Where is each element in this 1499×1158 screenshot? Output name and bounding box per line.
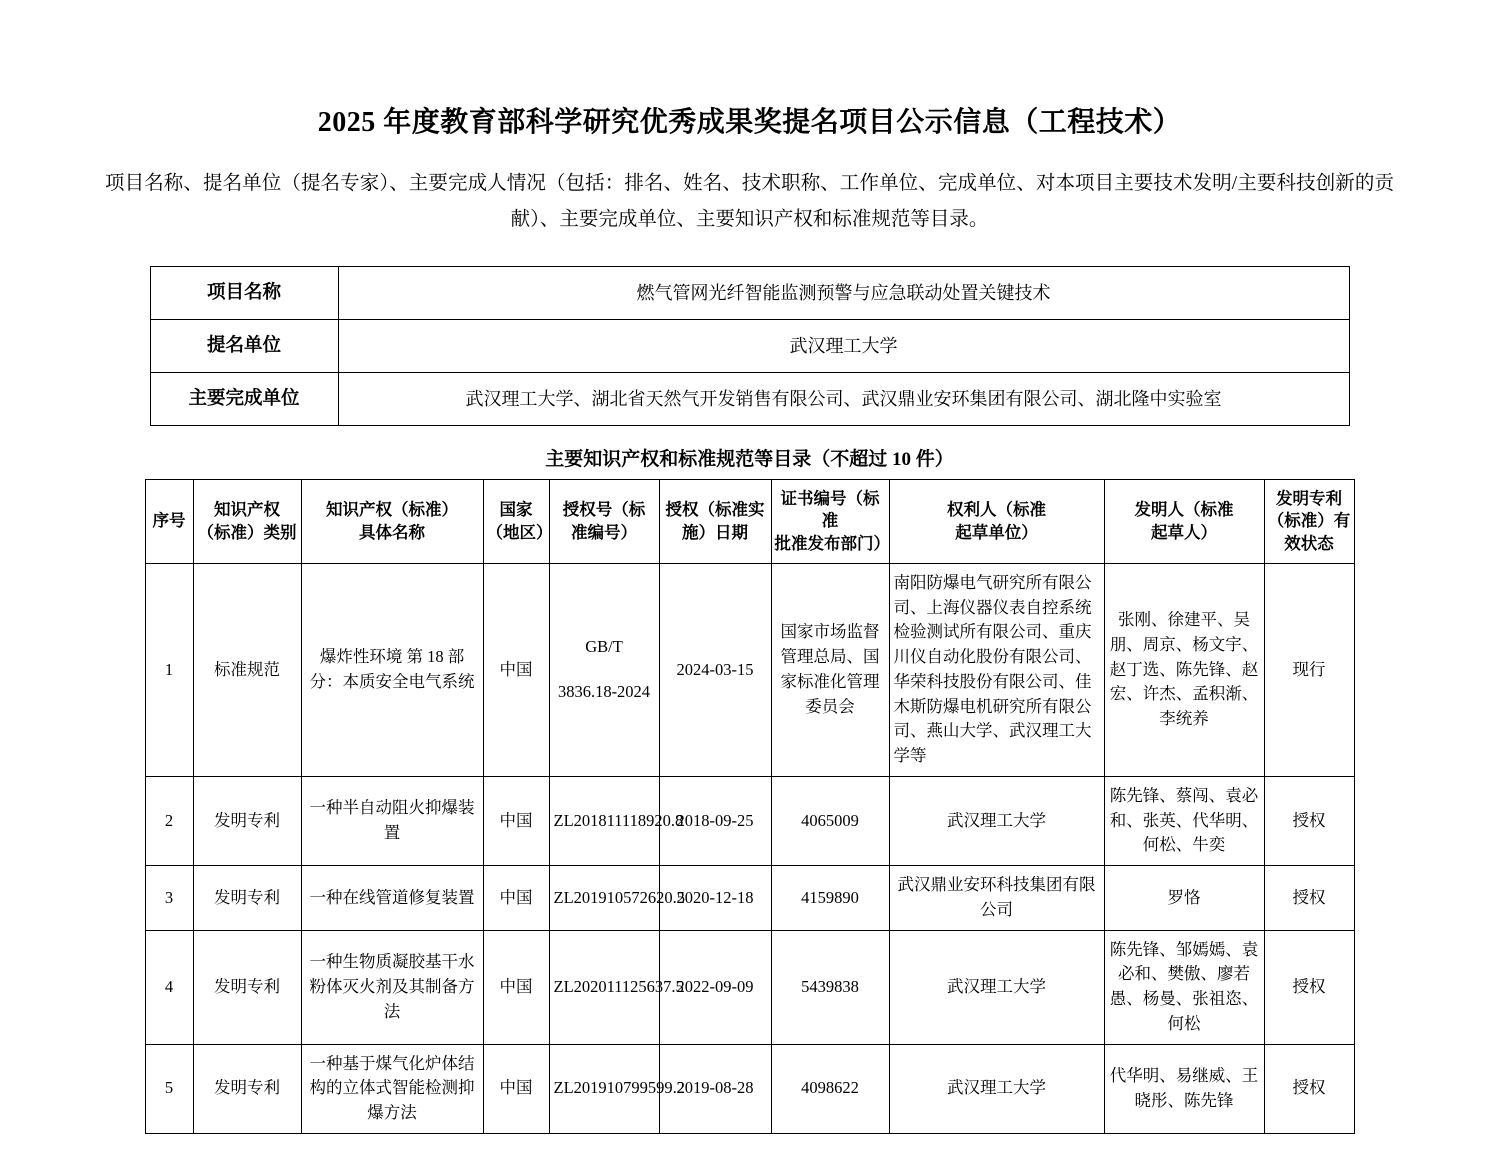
header-line: 起草单位） (955, 522, 1038, 542)
grant-no-gap (554, 660, 655, 680)
table-row (145, 866, 1354, 931)
cell-type: 发明专利 (193, 776, 301, 865)
header-line: 证书编号（标准 (780, 489, 880, 531)
table-header-row (145, 480, 1354, 564)
cell-inventor: 罗恪 (1104, 866, 1264, 931)
cell-cert-no: 5439838 (771, 930, 889, 1044)
column-header-status (1264, 480, 1354, 564)
document-page (0, 100, 1499, 1158)
info-value-main-units: 武汉理工大学、湖北省天然气开发销售有限公司、武汉鼎业安环集团有限公司、湖北隆中实验室 (338, 373, 1349, 426)
header-line: 准编号） (571, 522, 637, 542)
cell-country: 中国 (483, 776, 549, 865)
cell-status: 现行 (1264, 563, 1354, 776)
page-title: 2025 年度教育部科学研究优秀成果奖提名项目公示信息（工程技术） (317, 107, 1182, 138)
header-line: 发明人（标准 (1134, 500, 1234, 520)
cell-no: 3 (145, 866, 193, 931)
cell-cert-no: 国家市场监督管理总局、国家标准化管理委员会 (771, 563, 889, 776)
cell-date: 2019-08-28 (659, 1044, 771, 1133)
column-header-grant-no (549, 480, 659, 564)
grant-no-line2: 3836.18-2024 (557, 681, 651, 701)
table-row (145, 930, 1354, 1044)
cell-status: 授权 (1264, 1044, 1354, 1133)
cell-type: 发明专利 (193, 930, 301, 1044)
cell-type: 标准规范 (193, 563, 301, 776)
info-value-project-name: 燃气管网光纤智能监测预警与应急联动处置关键技术 (338, 267, 1349, 320)
cell-type: 发明专利 (193, 866, 301, 931)
cell-grant-no: ZL201811118920.8 (549, 776, 659, 865)
header-line: 发明专利 (1276, 489, 1342, 509)
cell-cert-no: 4159890 (771, 866, 889, 931)
header-line: 授权号（标 (562, 500, 646, 520)
header-line: 具体名称 (359, 522, 425, 542)
header-line: （标准）类别 (197, 522, 297, 542)
column-header-inventor (1104, 480, 1264, 564)
cell-no: 2 (145, 776, 193, 865)
cell-grant-no: ZL201910799599.2 (549, 1044, 659, 1133)
header-line: 批准发布部门） (774, 533, 890, 553)
header-line: 起草人） (1151, 522, 1217, 542)
cell-inventor: 张刚、徐建平、吴朋、周京、杨文宇、赵丁选、陈先锋、赵宏、许杰、孟积渐、李统养 (1104, 563, 1264, 776)
cell-grant-no: ZL201910572620.5 (549, 866, 659, 931)
table-row (150, 267, 1349, 320)
header-line: 施）日期 (682, 522, 748, 542)
cell-inventor: 代华明、易继威、王晓彤、陈先锋 (1104, 1044, 1264, 1133)
info-value-nominating-unit: 武汉理工大学 (338, 320, 1349, 373)
info-label-nominating-unit: 提名单位 (150, 320, 338, 373)
ip-listing-table (145, 479, 1355, 1134)
header-line: 效状态 (1284, 533, 1334, 553)
cell-date: 2024-03-15 (659, 563, 771, 776)
info-label-main-units: 主要完成单位 (150, 373, 338, 426)
cell-owner: 武汉理工大学 (889, 1044, 1104, 1133)
column-header-country (483, 480, 553, 564)
project-info-table (150, 266, 1350, 426)
cell-owner: 武汉鼎业安环科技集团有限公司 (889, 866, 1104, 931)
column-header-name (301, 480, 483, 564)
header-line: 知识产权 (214, 500, 280, 520)
cell-status: 授权 (1264, 930, 1354, 1044)
info-label-project-name: 项目名称 (150, 267, 338, 320)
cell-owner: 南阳防爆电气研究所有限公司、上海仪器仪表自控系统检验测试所有限公司、重庆川仪自动化股份有限公司、华荣科技股份有限公司、佳木斯防爆电机研究所有限公司、燕山大学、武汉理工大学等 (889, 563, 1104, 776)
document-intro: 项目名称、提名单位（提名专家）、主要完成人情况（包括：排名、姓名、技术职称、工作单位、完成单位、对本项目主要技术发明/主要科技创新的贡献）、主要完成单位、主要知识产权和标准规范等目录。 (105, 173, 1394, 231)
cell-country: 中国 (483, 1044, 549, 1133)
cell-name: 一种生物质凝胶基干水粉体灭火剂及其制备方法 (301, 930, 483, 1044)
cell-no: 4 (145, 930, 193, 1044)
cell-owner: 武汉理工大学 (889, 776, 1104, 865)
cell-inventor: 陈先锋、邹嫣嫣、袁必和、樊傲、廖若愚、杨曼、张祖恣、何松 (1104, 930, 1264, 1044)
cell-name: 一种基于煤气化炉体结构的立体式智能检测抑爆方法 (301, 1044, 483, 1133)
header-line: 国家 (499, 500, 533, 520)
cell-grant-no (549, 563, 659, 776)
cell-no: 1 (145, 563, 193, 776)
column-header-type (193, 480, 301, 564)
table-row (150, 373, 1349, 426)
table-row (145, 563, 1354, 776)
cell-country: 中国 (483, 563, 549, 776)
cell-status: 授权 (1264, 776, 1354, 865)
cell-owner: 武汉理工大学 (889, 930, 1104, 1044)
cell-date: 2022-09-09 (659, 930, 771, 1044)
cell-date: 2018-09-25 (659, 776, 771, 865)
header-line: 权利人（标准 (947, 500, 1046, 520)
ip-table-heading: 主要知识产权和标准规范等目录（不超过 10 件） (545, 449, 954, 471)
cell-inventor: 陈先锋、蔡闯、袁必和、张英、代华明、何松、牛奕 (1104, 776, 1264, 865)
cell-name: 一种半自动阻火抑爆装置 (301, 776, 483, 865)
cell-name: 一种在线管道修复装置 (301, 866, 483, 931)
cell-cert-no: 4065009 (771, 776, 889, 865)
column-header-owner (889, 480, 1104, 564)
header-line: （标准）有 (1267, 511, 1351, 531)
header-line: 知识产权（标准） (326, 500, 458, 520)
cell-grant-no: ZL202011125637.5 (549, 930, 659, 1044)
column-header-no (145, 480, 193, 564)
table-row (145, 776, 1354, 865)
header-line: 序号 (152, 511, 186, 531)
cell-type: 发明专利 (193, 1044, 301, 1133)
cell-date: 2020-12-18 (659, 866, 771, 931)
cell-no: 5 (145, 1044, 193, 1133)
cell-country: 中国 (483, 930, 549, 1044)
header-line: （地区） (486, 522, 553, 542)
header-line: 授权（标准实 (665, 500, 765, 520)
cell-status: 授权 (1264, 866, 1354, 931)
cell-country: 中国 (483, 866, 549, 931)
column-header-date (659, 480, 771, 564)
cell-cert-no: 4098622 (771, 1044, 889, 1133)
column-header-cert-no (771, 480, 889, 564)
cell-name: 爆炸性环境 第 18 部分：本质安全电气系统 (301, 563, 483, 776)
grant-no-line1: GB/T (585, 637, 623, 657)
table-row (150, 320, 1349, 373)
